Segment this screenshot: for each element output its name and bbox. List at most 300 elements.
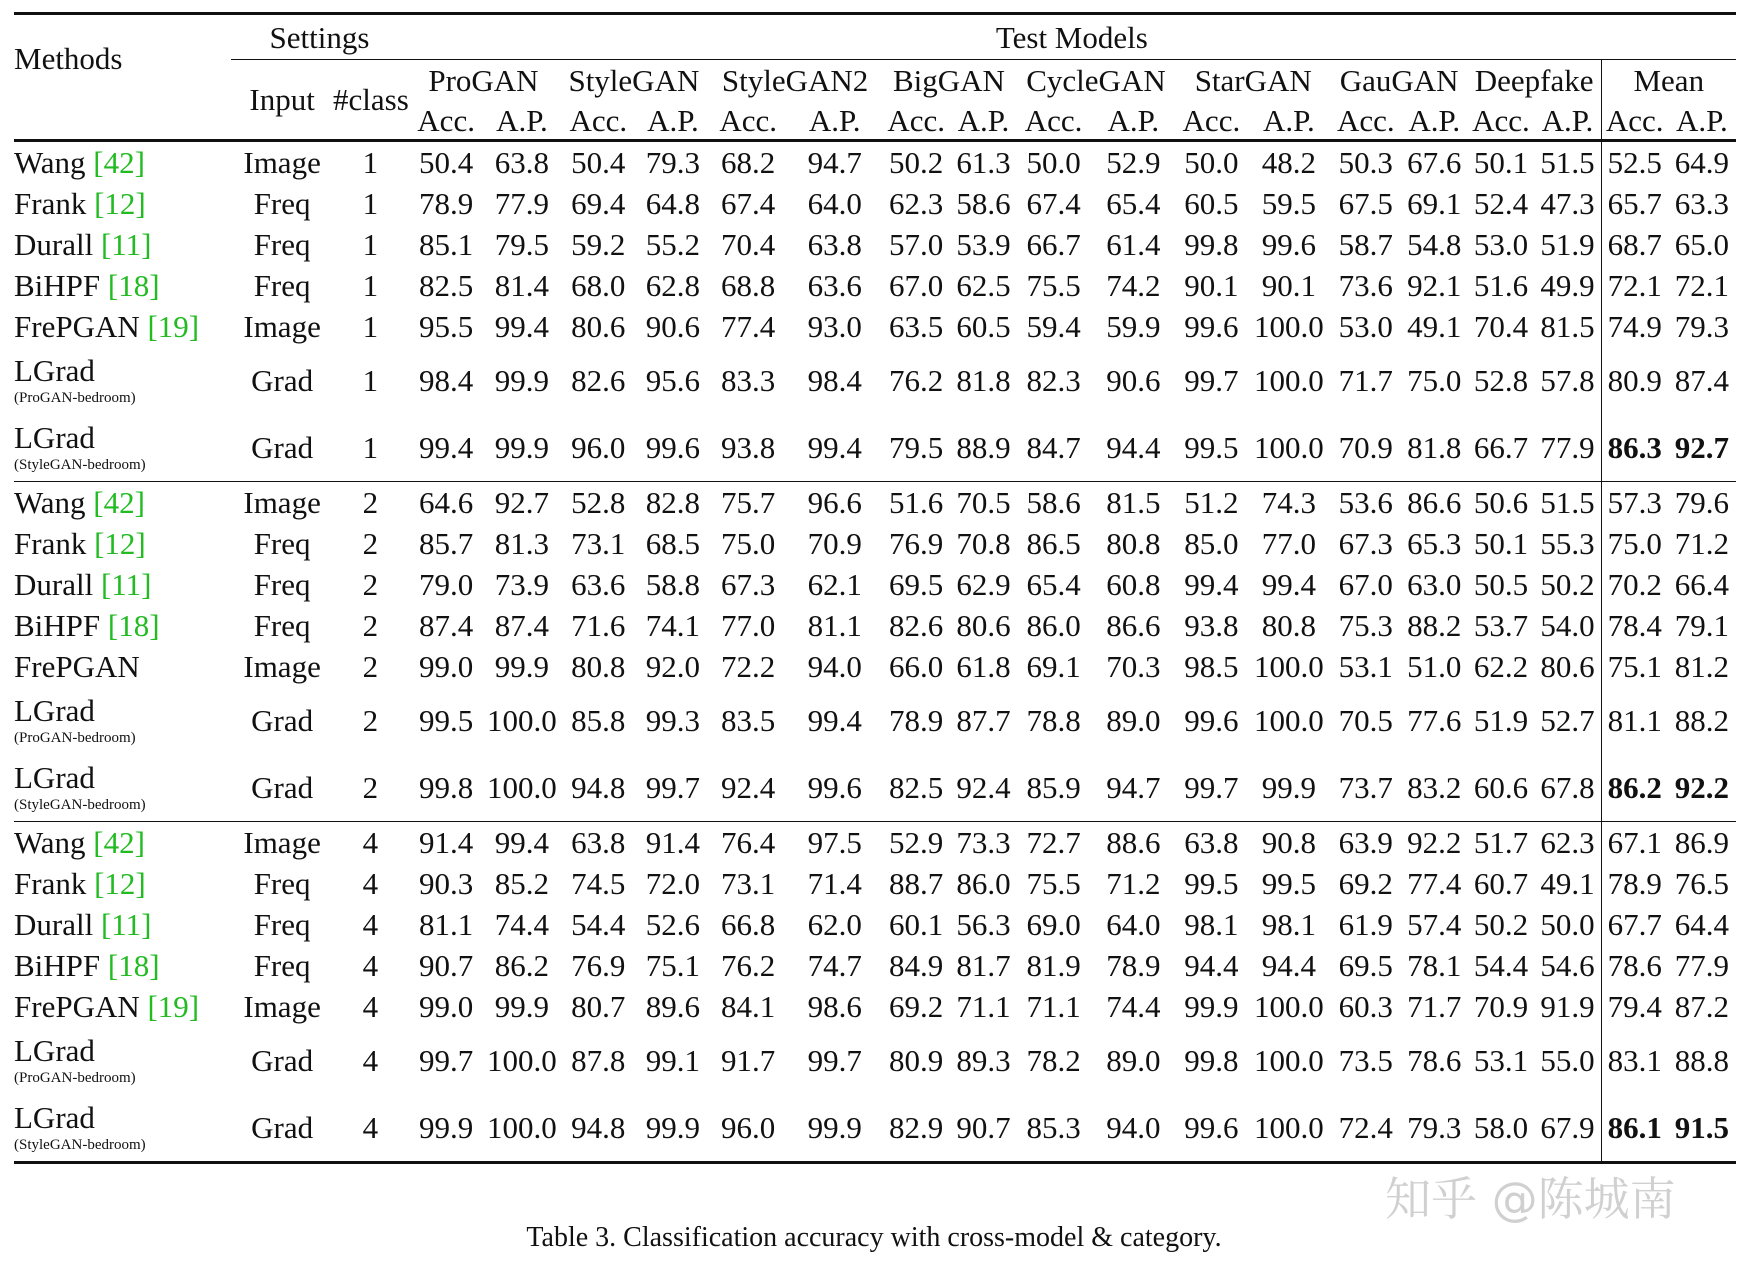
value-cell: 94.4 <box>1261 948 1316 983</box>
method-subtitle: (ProGAN-bedroom) <box>14 730 136 746</box>
mean-cell: 72.1 <box>1674 268 1730 303</box>
table-row <box>14 482 1736 524</box>
mean-cell: 78.4 <box>1601 605 1668 646</box>
value-cell: 80.7 <box>571 989 626 1024</box>
mean-cell: 77.9 <box>1674 948 1730 983</box>
method-name: LGrad <box>14 760 95 795</box>
value-cell: 91.7 <box>721 1043 776 1078</box>
table-row <box>14 754 1736 822</box>
mean-cell: 79.4 <box>1601 986 1668 1027</box>
value-cell: 58.8 <box>645 567 701 602</box>
metric-header-ap: A.P. <box>1107 102 1160 138</box>
value-cell: 99.6 <box>1261 227 1316 262</box>
value-cell: 77.9 <box>1540 430 1595 465</box>
value-cell: 77.0 <box>1261 526 1316 561</box>
citation-ref: [11] <box>100 227 152 262</box>
value-cell: 58.6 <box>956 186 1011 221</box>
value-cell: 79.0 <box>419 567 474 602</box>
citation-ref: [12] <box>94 866 146 901</box>
method-cell <box>14 564 231 605</box>
value-cell: 69.5 <box>889 567 944 602</box>
value-cell: 53.0 <box>1338 309 1393 344</box>
citation-ref: [42] <box>93 145 145 180</box>
input-cell: Grad <box>251 770 314 805</box>
value-cell: 70.5 <box>1338 703 1393 738</box>
value-cell: 51.5 <box>1534 141 1601 184</box>
value-cell: 74.4 <box>494 907 550 942</box>
class-cell: 2 <box>362 567 379 602</box>
value-cell: 80.6 <box>1540 649 1595 684</box>
value-cell: 76.2 <box>721 948 776 983</box>
value-cell: 70.4 <box>721 227 776 262</box>
value-cell: 60.5 <box>956 309 1011 344</box>
value-cell: 88.7 <box>889 866 944 901</box>
value-cell: 98.5 <box>1184 649 1239 684</box>
value-cell: 67.3 <box>721 567 776 602</box>
value-cell: 100.0 <box>1254 1043 1324 1078</box>
value-cell: 51.2 <box>1176 482 1247 524</box>
mean-cell: 70.2 <box>1601 564 1668 605</box>
value-cell: 99.4 <box>807 703 862 738</box>
metric-header-acc: Acc. <box>569 102 628 138</box>
input-cell: Grad <box>251 430 314 465</box>
value-cell: 92.1 <box>1407 268 1462 303</box>
mean-cell: 63.3 <box>1674 186 1730 221</box>
header-row-1 <box>14 14 1736 60</box>
value-cell: 78.9 <box>889 703 944 738</box>
value-cell: 50.0 <box>1016 141 1091 184</box>
value-cell: 50.6 <box>1468 482 1535 524</box>
value-cell: 100.0 <box>1254 309 1324 344</box>
mean-cell: 66.4 <box>1674 567 1730 602</box>
metric-header-acc: Acc. <box>417 102 475 138</box>
value-cell: 82.9 <box>882 1094 951 1163</box>
value-cell: 50.2 <box>882 141 951 184</box>
value-cell: 100.0 <box>1254 363 1324 398</box>
value-cell: 84.7 <box>1026 430 1081 465</box>
class-cell: 1 <box>362 309 379 344</box>
value-cell: 68.2 <box>709 141 788 184</box>
value-cell: 99.9 <box>494 649 550 684</box>
value-cell: 60.5 <box>1184 186 1239 221</box>
value-cell: 99.9 <box>1184 989 1239 1024</box>
value-cell: 85.1 <box>419 227 474 262</box>
value-cell: 76.4 <box>709 822 788 864</box>
value-cell: 99.5 <box>1184 430 1239 465</box>
value-cell: 99.7 <box>419 1043 474 1078</box>
value-cell: 100.0 <box>1254 649 1324 684</box>
value-cell: 99.8 <box>419 770 474 805</box>
value-cell: 82.3 <box>1026 363 1081 398</box>
mean-cell: 81.2 <box>1674 649 1730 684</box>
value-cell: 75.3 <box>1338 608 1393 643</box>
value-cell: 99.4 <box>1261 567 1316 602</box>
input-cell: Image <box>231 482 333 524</box>
value-cell: 66.0 <box>889 649 944 684</box>
value-cell: 87.4 <box>419 608 474 643</box>
value-cell: 69.2 <box>889 989 944 1024</box>
value-cell: 81.1 <box>807 608 862 643</box>
value-cell: 73.5 <box>1338 1043 1393 1078</box>
value-cell: 62.8 <box>645 268 701 303</box>
value-cell: 80.8 <box>1261 608 1316 643</box>
value-cell: 61.8 <box>956 649 1011 684</box>
table-row <box>14 523 1736 564</box>
value-cell: 79.5 <box>494 227 550 262</box>
method-name: LGrad <box>14 353 95 388</box>
metric-header-acc: Acc. <box>1182 102 1241 138</box>
metric-header-ap: A.P. <box>647 102 699 138</box>
value-cell: 94.8 <box>559 1094 637 1163</box>
method-name: Frank <box>14 526 95 561</box>
class-cell: 2 <box>362 770 379 805</box>
metric-header-acc: Acc. <box>1336 102 1395 138</box>
value-cell: 77.9 <box>494 186 550 221</box>
value-cell: 99.6 <box>645 430 701 465</box>
value-cell: 99.6 <box>1184 703 1239 738</box>
value-cell: 71.4 <box>807 866 862 901</box>
value-cell: 97.5 <box>788 822 882 864</box>
citation-ref: [18] <box>107 948 160 983</box>
mean-cell: 64.9 <box>1668 141 1736 184</box>
watermark: 知乎 @陈城南 <box>1385 1172 1676 1226</box>
citation-ref: [42] <box>93 485 145 520</box>
input-cell: Grad <box>231 1094 333 1163</box>
value-cell: 59.9 <box>1106 309 1161 344</box>
mean-cell: 65.7 <box>1601 183 1668 224</box>
mean-cell: 86.2 <box>1601 754 1668 822</box>
value-cell: 62.2 <box>1473 649 1529 684</box>
value-cell: 73.9 <box>494 567 550 602</box>
value-cell: 86.2 <box>494 948 550 983</box>
class-cell: 4 <box>333 822 408 864</box>
method-cell <box>14 183 231 224</box>
method-name: FrePGAN <box>14 309 148 344</box>
value-cell: 79.3 <box>637 141 708 184</box>
value-cell: 58.0 <box>1468 1094 1535 1163</box>
value-cell: 81.5 <box>1091 482 1176 524</box>
value-cell: 99.4 <box>419 430 474 465</box>
mean-cell: 88.2 <box>1674 703 1730 738</box>
value-cell: 73.1 <box>721 866 776 901</box>
value-cell: 91.4 <box>408 822 485 864</box>
value-cell: 67.9 <box>1534 1094 1601 1163</box>
metric-header-ap: A.P. <box>957 102 1010 138</box>
mean-cell: 75.1 <box>1601 646 1668 687</box>
method-cell <box>14 347 231 414</box>
class-cell: 4 <box>362 948 379 983</box>
input-cell: Grad <box>251 363 314 398</box>
class-cell: 4 <box>362 1043 379 1078</box>
value-cell: 96.0 <box>709 1094 788 1163</box>
value-cell: 92.7 <box>485 482 560 524</box>
mean-cell: 83.1 <box>1601 1027 1668 1094</box>
method-cell <box>14 141 231 184</box>
value-cell: 63.8 <box>485 141 560 184</box>
value-cell: 80.8 <box>1106 526 1161 561</box>
mean-cell: 86.3 <box>1601 414 1668 482</box>
value-cell: 94.7 <box>788 141 882 184</box>
method-name: Wang <box>14 145 94 180</box>
metric-header-ap: A.P. <box>1676 102 1728 138</box>
value-cell: 62.0 <box>807 907 862 942</box>
value-cell: 99.7 <box>645 770 701 805</box>
value-cell: 63.8 <box>1176 822 1247 864</box>
value-cell: 76.2 <box>889 363 944 398</box>
table-row <box>14 564 1736 605</box>
value-cell: 52.8 <box>559 482 637 524</box>
value-cell: 99.7 <box>1184 363 1239 398</box>
value-cell: 50.3 <box>1331 141 1401 184</box>
model-header-gaugan: GauGAN <box>1339 63 1459 98</box>
method-subtitle: (StyleGAN-bedroom) <box>14 1137 146 1153</box>
value-cell: 83.2 <box>1407 770 1462 805</box>
value-cell: 99.0 <box>419 649 474 684</box>
value-cell: 72.0 <box>645 866 701 901</box>
mean-cell: 76.5 <box>1674 866 1730 901</box>
metric-header-acc: Acc. <box>1024 102 1083 138</box>
value-cell: 89.6 <box>645 989 701 1024</box>
value-cell: 57.8 <box>1540 363 1595 398</box>
value-cell: 70.9 <box>1338 430 1393 465</box>
value-cell: 78.2 <box>1026 1043 1081 1078</box>
metric-header-ap: A.P. <box>1408 102 1461 138</box>
value-cell: 58.7 <box>1338 227 1393 262</box>
value-cell: 65.4 <box>1026 567 1081 602</box>
value-cell: 81.8 <box>956 363 1011 398</box>
value-cell: 80.9 <box>889 1043 944 1078</box>
value-cell: 53.9 <box>956 227 1011 262</box>
method-cell <box>14 646 231 687</box>
value-cell: 59.2 <box>571 227 626 262</box>
value-cell: 60.7 <box>1473 866 1529 901</box>
value-cell: 74.7 <box>807 948 862 983</box>
value-cell: 50.4 <box>559 141 637 184</box>
value-cell: 64.6 <box>408 482 485 524</box>
value-cell: 68.0 <box>571 268 626 303</box>
mean-cell: 67.7 <box>1601 904 1668 945</box>
value-cell: 99.1 <box>645 1043 701 1078</box>
value-cell: 80.6 <box>571 309 626 344</box>
value-cell: 51.0 <box>1407 649 1462 684</box>
value-cell: 92.2 <box>1401 822 1468 864</box>
value-cell: 77.6 <box>1407 703 1462 738</box>
value-cell: 82.6 <box>889 608 944 643</box>
value-cell: 75.1 <box>645 948 701 983</box>
value-cell: 67.4 <box>721 186 776 221</box>
citation-ref: [18] <box>107 608 160 643</box>
value-cell: 98.4 <box>419 363 474 398</box>
value-cell: 64.8 <box>645 186 701 221</box>
value-cell: 70.9 <box>1473 989 1529 1024</box>
value-cell: 63.9 <box>1331 822 1401 864</box>
citation-ref: [19] <box>147 309 200 344</box>
mean-cell: 88.8 <box>1674 1043 1730 1078</box>
value-cell: 82.5 <box>419 268 474 303</box>
mean-cell: 78.9 <box>1601 863 1668 904</box>
value-cell: 93.8 <box>721 430 776 465</box>
value-cell: 78.9 <box>419 186 474 221</box>
value-cell: 94.8 <box>571 770 626 805</box>
value-cell: 59.5 <box>1261 186 1316 221</box>
value-cell: 99.0 <box>419 989 474 1024</box>
model-header-cyclegan: CycleGAN <box>1026 63 1166 98</box>
value-cell: 99.9 <box>494 430 550 465</box>
value-cell: 81.3 <box>494 526 550 561</box>
value-cell: 85.2 <box>494 866 550 901</box>
table-row <box>14 822 1736 864</box>
value-cell: 69.1 <box>1026 649 1081 684</box>
value-cell: 95.5 <box>419 309 474 344</box>
value-cell: 88.6 <box>1091 822 1176 864</box>
value-cell: 67.8 <box>1540 770 1595 805</box>
value-cell: 63.6 <box>571 567 626 602</box>
table-row <box>14 347 1736 414</box>
citation-ref: [18] <box>107 268 160 303</box>
value-cell: 47.3 <box>1540 186 1595 221</box>
value-cell: 99.6 <box>1184 309 1239 344</box>
value-cell: 99.4 <box>1184 567 1239 602</box>
value-cell: 82.8 <box>637 482 708 524</box>
value-cell: 76.9 <box>571 948 626 983</box>
value-cell: 100.0 <box>487 770 557 805</box>
value-cell: 99.6 <box>807 770 862 805</box>
table-row <box>14 945 1736 986</box>
value-cell: 72.4 <box>1331 1094 1401 1163</box>
mean-header: Mean <box>1601 60 1736 102</box>
mean-cell: 86.9 <box>1668 822 1736 864</box>
method-name: LGrad <box>14 1033 95 1068</box>
value-cell: 93.0 <box>807 309 862 344</box>
value-cell: 83.5 <box>721 703 776 738</box>
value-cell: 67.4 <box>1026 186 1081 221</box>
method-cell <box>14 605 231 646</box>
value-cell: 91.9 <box>1540 989 1595 1024</box>
class-cell: 1 <box>362 430 379 465</box>
value-cell: 57.0 <box>889 227 944 262</box>
value-cell: 68.5 <box>645 526 701 561</box>
test-models-header: Test Models <box>408 14 1736 60</box>
method-subtitle: (ProGAN-bedroom) <box>14 1070 136 1086</box>
value-cell: 94.4 <box>1184 948 1239 983</box>
value-cell: 49.1 <box>1407 309 1462 344</box>
results-table <box>14 12 1736 1164</box>
value-cell: 86.6 <box>1106 608 1161 643</box>
settings-header: Settings <box>231 14 407 60</box>
value-cell: 52.8 <box>1473 363 1529 398</box>
value-cell: 50.1 <box>1468 141 1535 184</box>
value-cell: 77.4 <box>721 309 776 344</box>
value-cell: 98.6 <box>807 989 862 1024</box>
value-cell: 93.8 <box>1184 608 1239 643</box>
method-cell <box>14 482 231 524</box>
value-cell: 62.3 <box>1534 822 1601 864</box>
value-cell: 60.3 <box>1338 989 1393 1024</box>
citation-ref: [19] <box>147 989 200 1024</box>
value-cell: 78.9 <box>1106 948 1161 983</box>
value-cell: 99.6 <box>1176 1094 1247 1163</box>
input-header: Input <box>249 82 315 117</box>
value-cell: 73.3 <box>951 822 1017 864</box>
value-cell: 71.1 <box>956 989 1011 1024</box>
value-cell: 63.5 <box>889 309 944 344</box>
value-cell: 74.4 <box>1106 989 1161 1024</box>
model-header-deepfake: Deepfake <box>1474 63 1594 98</box>
value-cell: 60.1 <box>889 907 944 942</box>
value-cell: 78.6 <box>1407 1043 1462 1078</box>
value-cell: 51.5 <box>1534 482 1601 524</box>
value-cell: 90.8 <box>1247 822 1331 864</box>
value-cell: 81.9 <box>1026 948 1081 983</box>
input-cell: Freq <box>253 948 311 983</box>
method-cell <box>14 945 231 986</box>
value-cell: 81.8 <box>1407 430 1462 465</box>
value-cell: 51.9 <box>1473 703 1529 738</box>
method-cell <box>14 986 231 1027</box>
value-cell: 69.5 <box>1338 948 1393 983</box>
value-cell: 79.5 <box>889 430 944 465</box>
value-cell: 80.6 <box>956 608 1011 643</box>
value-cell: 63.8 <box>559 822 637 864</box>
class-cell: 2 <box>362 526 379 561</box>
value-cell: 88.9 <box>956 430 1011 465</box>
value-cell: 86.5 <box>1026 526 1081 561</box>
value-cell: 53.0 <box>1473 227 1529 262</box>
value-cell: 80.8 <box>571 649 626 684</box>
value-cell: 73.7 <box>1338 770 1393 805</box>
value-cell: 92.4 <box>721 770 776 805</box>
method-name: Frank <box>14 866 95 901</box>
value-cell: 54.4 <box>571 907 626 942</box>
model-header-stargan: StarGAN <box>1194 63 1312 98</box>
value-cell: 92.4 <box>956 770 1011 805</box>
input-cell: Freq <box>253 567 311 602</box>
value-cell: 90.7 <box>951 1094 1017 1163</box>
mean-cell: 79.1 <box>1674 608 1730 643</box>
value-cell: 67.0 <box>889 268 944 303</box>
table-row <box>14 605 1736 646</box>
value-cell: 75.5 <box>1026 866 1081 901</box>
value-cell: 54.8 <box>1407 227 1462 262</box>
method-cell <box>14 1094 231 1163</box>
mean-cell: 71.2 <box>1674 526 1730 561</box>
value-cell: 75.0 <box>1407 363 1462 398</box>
mean-cell: 65.0 <box>1674 227 1730 262</box>
value-cell: 49.9 <box>1540 268 1595 303</box>
value-cell: 74.3 <box>1247 482 1331 524</box>
value-cell: 50.2 <box>1540 567 1595 602</box>
value-cell: 100.0 <box>485 1094 560 1163</box>
value-cell: 53.1 <box>1338 649 1393 684</box>
value-cell: 99.4 <box>494 309 550 344</box>
class-cell: 1 <box>362 268 379 303</box>
value-cell: 55.0 <box>1540 1043 1595 1078</box>
method-cell <box>14 822 231 864</box>
value-cell: 50.2 <box>1473 907 1529 942</box>
metric-header-ap: A.P. <box>496 102 548 138</box>
mean-cell: 75.0 <box>1601 523 1668 564</box>
value-cell: 48.2 <box>1247 141 1331 184</box>
value-cell: 61.3 <box>951 141 1017 184</box>
mean-cell: 57.3 <box>1601 482 1668 524</box>
value-cell: 94.7 <box>1106 770 1161 805</box>
value-cell: 70.3 <box>1106 649 1161 684</box>
method-subtitle: (ProGAN-bedroom) <box>14 390 136 406</box>
class-header: #class <box>333 82 409 117</box>
class-cell: 4 <box>362 866 379 901</box>
citation-ref: [12] <box>94 186 146 221</box>
value-cell: 81.1 <box>419 907 474 942</box>
